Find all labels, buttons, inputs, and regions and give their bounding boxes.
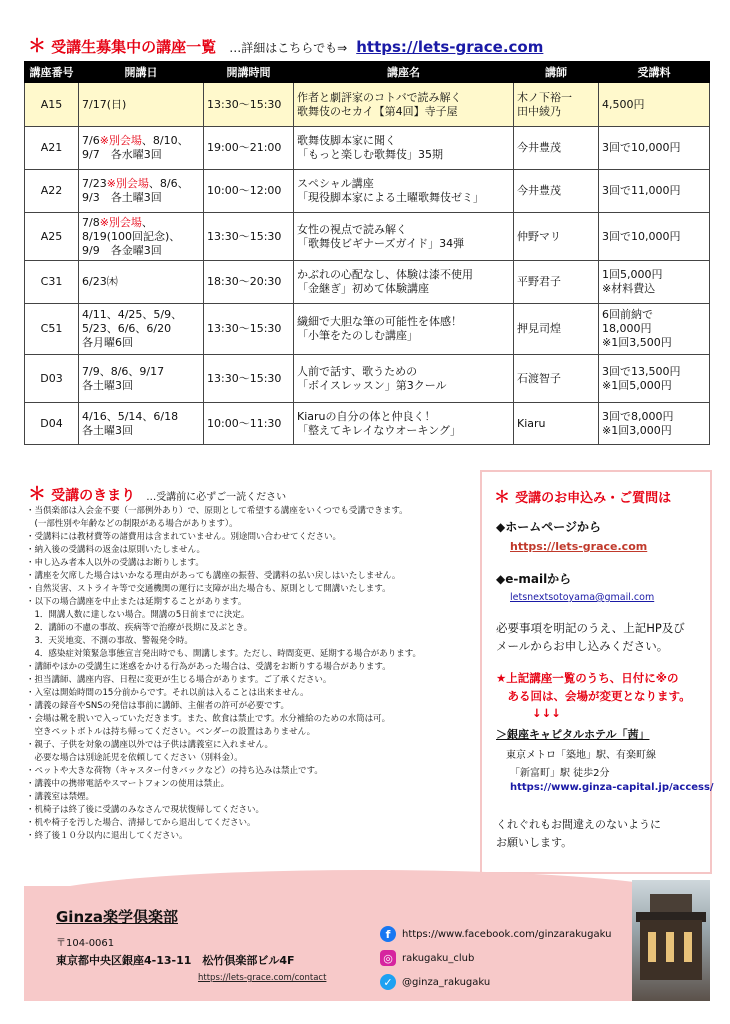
course-title: 作者と劇評家のコトバで読み解く 歌舞伎のセカイ【第4回】寺子屋 [294,83,514,127]
list-item: ・会場は靴を脱いで入っていただきます。また、飲食は禁止です。水分補給のための水筒は可。 [26,714,391,724]
course-code: C51 [25,304,79,355]
rules-note: …受講前に必ずご一読ください [146,492,287,503]
course-time: 10:00～12:00 [204,170,294,213]
course-date: 4/16、5/14、6/18 各土曜3回 [79,403,204,445]
course-lecturer: 石渡智子 [514,355,599,403]
list-item: ・終了後１０分以内に退出してください。 [26,831,188,841]
list-item: ・入室は開始時間の15分前からです。それ以前は入ることは出来ません。 [26,688,309,698]
course-table [24,61,710,445]
list-item: ・講義の録音やSNSの発信は事前に講師、主催者の許可が必要です。 [26,701,289,711]
page-header [28,32,718,57]
table-row [25,261,710,304]
table-row [25,403,710,445]
star-icon: ＊ [494,487,511,506]
course-code: A25 [25,213,79,261]
course-title: Kiaruの自分の体と仲良く！ 「整えてキレイなウオーキング」 [294,403,514,445]
instagram-icon: ◎ [380,950,396,966]
course-code: A21 [25,127,79,170]
rules-heading [28,480,286,506]
org-name: Ginza楽学倶楽部 [56,908,178,926]
course-title: 人前で話す、歌うための 「ボイスレッスン」第3クール [294,355,514,403]
course-fee: 4,500円 [599,83,710,127]
closing-2: お願いします。 [496,836,573,849]
course-time: 13:30～15:30 [204,304,294,355]
hp-label: ◆ホームページから [496,520,601,534]
apply-heading [494,484,671,507]
arrow-down-icon: ↓↓↓ [532,706,561,720]
course-fee: 3回で8,000円 ※1回3,000円 [599,403,710,445]
course-code: D03 [25,355,79,403]
list-item: ・机や椅子を汚した場合、清掃してから退出してください。 [26,818,256,828]
course-time: 13:30～15:30 [204,355,294,403]
header-note: …詳細はこちらでも⇒ [229,41,348,55]
course-lecturer: Kiaru [514,403,599,445]
table-row [25,213,710,261]
course-date: 7/17(日) [79,83,204,127]
address: 東京都中央区銀座4-13-11 松竹倶楽部ビル4F [56,954,295,967]
apply-note-1: 必要事項を明記のうえ、上記HP及び [496,621,685,635]
list-item: 空きペットボトルは持ち帰ってください。ベンダーの設置はありません。 [26,727,316,737]
course-fee: 3回で11,000円 [599,170,710,213]
closing-1: くれぐれもお間違えのないように [496,818,661,831]
apply-box [480,470,712,874]
list-item: 必要な場合は別途託児を依頼してください（別料金）。 [26,753,243,763]
course-date: 4/11、4/25、5/9、 5/23、6/6、6/20 各月曜6回 [79,304,204,355]
course-title: 歌舞伎脚本家に聞く 「もっと楽しむ歌舞伎」35期 [294,127,514,170]
course-title: かぶれの心配なし、体験は漆不使用 「金継ぎ」初めて体験講座 [294,261,514,304]
zip-code: 〒104-0061 [56,938,115,949]
course-date: 7/23※別会場、8/6、 9/3 各土曜3回 [79,170,204,213]
list-item: 1．開講人数に達しない場合。開講の5日前までに決定。 [26,610,250,620]
table-row [25,304,710,355]
course-time: 10:00～11:30 [204,403,294,445]
table-row [25,127,710,170]
kabukiza-photo [632,880,710,1001]
col-header: 開講時間 [204,62,294,83]
list-item: ・当倶楽部は入会金不要（一部例外あり）で、原則として希望する講座をいくつでも受講できます。 [26,506,408,516]
course-title: 繊細で大胆な筆の可能性を体感！ 「小筆をたのしむ講座」 [294,304,514,355]
course-lecturer: 平野君子 [514,261,599,304]
star-icon: ＊ [28,36,46,57]
course-code: A15 [25,83,79,127]
course-fee: 6回前納で 18,000円 ※1回3,500円 [599,304,710,355]
table-header-row [25,62,710,83]
access-link[interactable]: https://www.ginza-capital.jp/access/ [510,782,714,793]
twitter-link[interactable]: ✓ @ginza_rakugaku [380,974,490,990]
access-line-2: 「新富町」駅 徒歩2分 [510,768,610,779]
instagram-link[interactable]: ◎ rakugaku_club [380,950,474,966]
table-row [25,355,710,403]
venue-name: ＞銀座キャピタルホテル「茜」 [496,728,650,741]
course-time: 13:30～15:30 [204,213,294,261]
course-code: C31 [25,261,79,304]
col-header: 受講料 [599,62,710,83]
col-header: 講座番号 [25,62,79,83]
apply-note-2: メールからお申し込みください。 [496,639,669,653]
course-fee: 1回5,000円 ※材料費込 [599,261,710,304]
list-item: ・講座を欠席した場合はいかなる理由があっても講座の振替、受講料の払い戻しはいたしません。 [26,571,401,581]
footer-curve [24,870,710,902]
apply-title: 受講のお申込み・ご質問は [515,491,672,506]
list-item: ・申し込み者本人以外の受講はお断りします。 [26,558,204,568]
list-item: ・親子、子供を対象の講座以外では子供は講義室に入れません。 [26,740,274,750]
course-date: 7/9、8/6、9/17 各土曜3回 [79,355,204,403]
rules-title: 受講のきまり [51,488,136,504]
star-icon: ＊ [28,484,46,505]
course-lecturer: 今井豊茂 [514,170,599,213]
col-header: 開講日 [79,62,204,83]
contact-link[interactable]: https://lets-grace.com/contact [198,973,327,983]
facebook-icon: f [380,926,396,942]
facebook-link[interactable]: f https://www.facebook.com/ginzarakugaku [380,926,611,942]
list-item: ・担当講師、講座内容、日程に変更が生じる場合があります。ご了承ください。 [26,675,332,685]
venue-warning-2: ある回は、会場が変更となります。 [496,689,691,703]
mail-label: ◆e-mailから [496,572,572,586]
course-code: A22 [25,170,79,213]
course-time: 13:30～15:30 [204,83,294,127]
list-item: ・ペットや大きな荷物（キャスター付きバックなど）の持ち込みは禁止です。 [26,766,323,776]
col-header: 講座名 [294,62,514,83]
course-fee: 3回で13,500円 ※1回5,000円 [599,355,710,403]
col-header: 講師 [514,62,599,83]
venue-warning-1: ★上記講座一覧のうち、日付に※の [496,671,679,685]
access-line-1: 東京メトロ「築地」駅、有楽町線 [506,750,656,761]
twitter-icon: ✓ [380,974,396,990]
list-item: ・以下の場合講座を中止または延期することがあります。 [26,597,247,607]
course-lecturer: 押見司煌 [514,304,599,355]
list-item: ・自然災害、ストライキ等で交通機関の運行に支障が出た場合も、原則として開講いたします。 [26,584,391,594]
course-title: 女性の視点で読み解く 「歌舞伎ビギナーズガイド」34弾 [294,213,514,261]
list-item: 4．感染症対策緊急事態宣言発出時でも、開講します。ただし、時間変更、延期する場合があります。 [26,649,422,659]
footer [24,886,710,1001]
rules-list [26,505,476,843]
mail-link[interactable]: letsnextsotoyama@gmail.com [510,592,655,603]
course-lecturer: 木ノ下裕一 田中綾乃 [514,83,599,127]
course-fee: 3回で10,000円 [599,213,710,261]
table-row [25,83,710,127]
course-date: 7/6※別会場、8/10、 9/7 各水曜3回 [79,127,204,170]
course-lecturer: 仲野マリ [514,213,599,261]
course-fee: 3回で10,000円 [599,127,710,170]
course-title: スペシャル講座 「現役脚本家による土曜歌舞伎ゼミ」 [294,170,514,213]
list-item: 3．天災地変、不測の事故、警報発令時。 [26,636,193,646]
list-item: 2．講師の不慮の事故、疾病等で治療が長期に及ぶとき。 [26,623,253,633]
list-item: ・講義中の携帯電話やスマートフォンの使用は禁止。 [26,779,230,789]
list-item: ・講師やほかの受講生に迷惑をかける行為があった場合は、受講をお断りする場合があります。 [26,662,391,672]
hp-link[interactable]: https://lets-grace.com [510,540,648,553]
header-link[interactable]: https://lets-grace.com [356,38,544,56]
course-code: D04 [25,403,79,445]
list-item: ・受講料には教材費等の諸費用は含まれていません。別途問い合わせてください。 [26,532,342,542]
course-time: 19:00～21:00 [204,127,294,170]
course-date: 7/8※別会場、 8/19(100回記念)、 9/9 各金曜3回 [79,213,204,261]
list-item: ・机椅子は終了後に受講のみなさんで現状復帰してください。 [26,805,265,815]
table-row [25,170,710,213]
page-title: 受講生募集中の講座一覧 [51,38,217,56]
course-date: 6/23㈭ [79,261,204,304]
list-item: (一部性別や年齢などの制限がある場合があります）。 [26,519,238,529]
list-item: ・講義室は禁煙。 [26,792,95,802]
course-lecturer: 今井豊茂 [514,127,599,170]
list-item: ・納入後の受講料の返金は原則いたしません。 [26,545,206,555]
course-time: 18:30～20:30 [204,261,294,304]
